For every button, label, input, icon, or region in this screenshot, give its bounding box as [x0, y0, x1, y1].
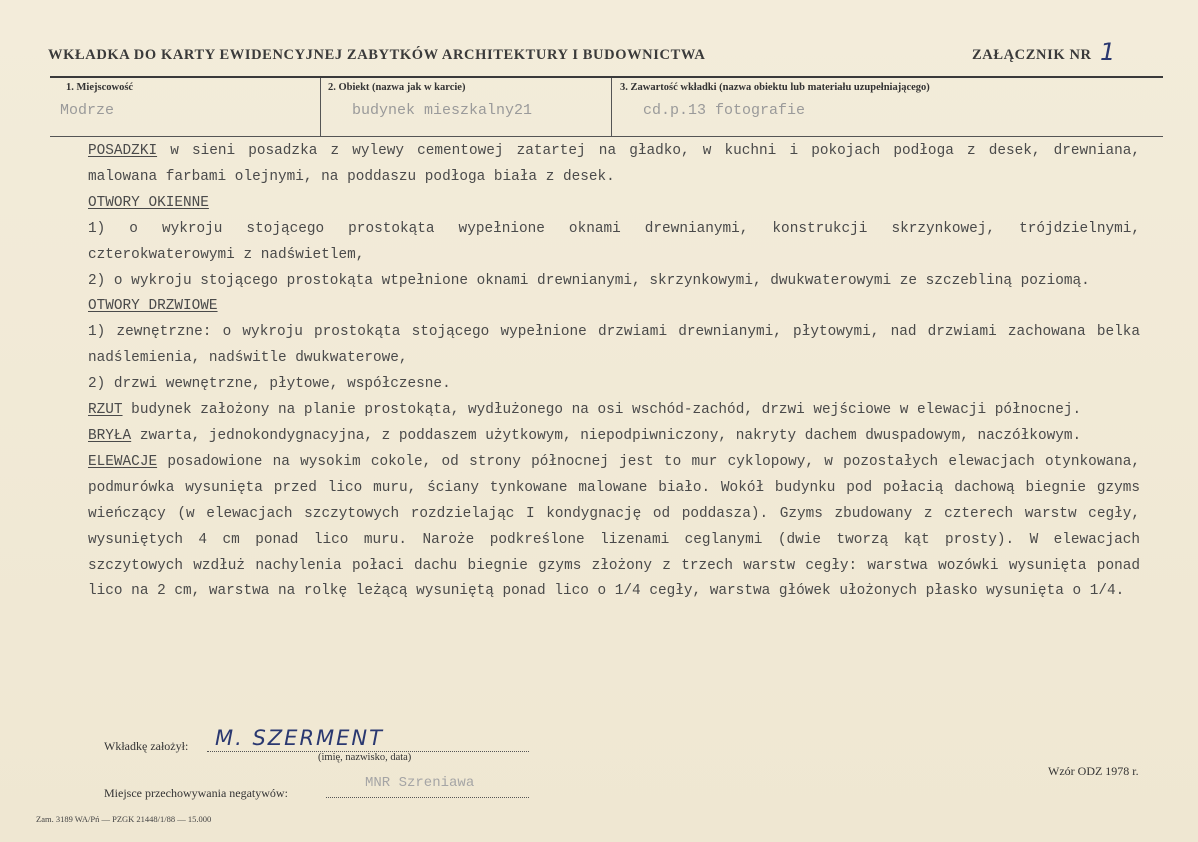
section-text: posadowione na wysokim cokole, od strony północnej jest to mur cyklopowy, w pozostałych elewacjach otynkowana, podmurówka wysunięta przed lico muru, ściany tynkowane malowane biało. Wokół budynku pod połacią dachową biegnie gzyms wieńczący (w elewacjach szczytowych rozdzielając I kondygnację od poddasza). Gzyms zbudowany z czterech warstw cegły, wysuniętych 4 cm ponad lico muru. Naroże podkreślone lizenami ceglanymi (dwie tworzą kąt prosty). W elewacjach szczytowych wzdłuż nachylenia połaci dachu biegnie gzyms złożony z trzech warstw cegły: warstwa wozówki wysunięta ponad lico na 2 cm, warstwa na rolkę leżącą wysuniętą ponad lico o 1/4 cegły, warstwa główek ułożonych płasko wysunięta o 1/4.	[88, 453, 1140, 600]
fields-rule	[50, 136, 1163, 137]
negatives-value: MNR Szreniawa	[365, 775, 475, 791]
floors-paragraph	[88, 139, 1140, 191]
object-value: budynek mieszkalny21	[352, 102, 533, 119]
doors-item: 1) zewnętrzne: o wykroju prostokąta stojącego wypełnione drzwiami drewnianymi, płytowymi, nad drzwiami zachowana belka nadślemienia, nadświtle dwukwaterowe,	[88, 324, 1140, 367]
field-divider	[611, 78, 612, 136]
contents-label: 3. Zawartość wkładki (nazwa obiektu lub materiału uzupełniającego)	[620, 82, 930, 93]
print-info: Zam. 3189 WA/Pń — PZGK 21448/1/88 — 15.000	[36, 814, 212, 824]
author-label: Wkładkę założył:	[104, 739, 189, 753]
section-heading: BRYŁA	[88, 427, 132, 444]
section-heading: OTWORY DRZWIOWE	[88, 298, 218, 315]
header-rule	[50, 76, 1163, 78]
doors-item: 2) drzwi wewnętrzne, płytowe, współczesne.	[88, 376, 451, 393]
form-title: WKŁADKA DO KARTY EWIDENCYJNEJ ZABYTKÓW ARCHITEKTURY I BUDOWNICTWA	[48, 47, 706, 63]
locality-value: Modrze	[60, 102, 115, 119]
contents-value: cd.p.13 fotografie	[643, 102, 806, 119]
doors-heading-line	[88, 294, 1140, 320]
attachment-number: 1	[1100, 38, 1116, 66]
plan-paragraph	[88, 398, 1140, 424]
author-signature: M. SZERMENT	[215, 726, 384, 750]
windows-item: 2) o wykroju stojącego prostokąta wtpełnione oknami drewnianymi, skrzynkowymi, dwukwaterowymi ze szczebliną poziomą.	[88, 272, 1090, 289]
section-text: budynek założony na planie prostokąta, wydłużonego na osi wschód-zachód, drzwi wejściowe w elewacji północnej.	[122, 402, 1082, 419]
description-text	[88, 139, 1140, 605]
attachment-label: ZAŁĄCZNIK NR	[972, 47, 1092, 63]
negatives-label: Miejsce przechowywania negatywów:	[104, 786, 288, 800]
author-caption: (imię, nazwisko, data)	[318, 752, 412, 763]
field-divider	[320, 78, 321, 136]
section-text: zwarta, jednokondygnacyjna, z poddaszem użytkowym, niepodpiwniczony, nakryty dachem dwuspadowym, naczółkowym.	[131, 427, 1082, 444]
object-label: 2. Obiekt (nazwa jak w karcie)	[328, 82, 466, 93]
section-text: w sieni posadzka z wylewy cementowej zatartej na gładko, w kuchni i pokojach podłoga z desek, drewniana, malowana farbami olejnymi, na poddaszu podłoga biała z desek.	[88, 143, 1140, 185]
windows-item: 1) o wykroju stojącego prostokąta wypełnione oknami drewnianymi, konstrukcji skrzynkowej, trójdzielnymi, czterokwaterowymi z nadświetlem,	[88, 220, 1140, 263]
windows-heading-line	[88, 191, 1140, 217]
massing-paragraph	[88, 424, 1140, 450]
section-heading: RZUT	[88, 402, 123, 419]
locality-label: 1. Miejscowość	[66, 82, 134, 93]
form-template-note: Wzór ODZ 1978 r.	[1048, 764, 1139, 778]
section-heading: OTWORY OKIENNE	[88, 194, 209, 211]
negatives-dotted-line	[326, 797, 529, 798]
section-heading: POSADZKI	[88, 143, 158, 159]
elevations-paragraph	[88, 450, 1140, 605]
section-heading: ELEWACJE	[88, 453, 158, 470]
